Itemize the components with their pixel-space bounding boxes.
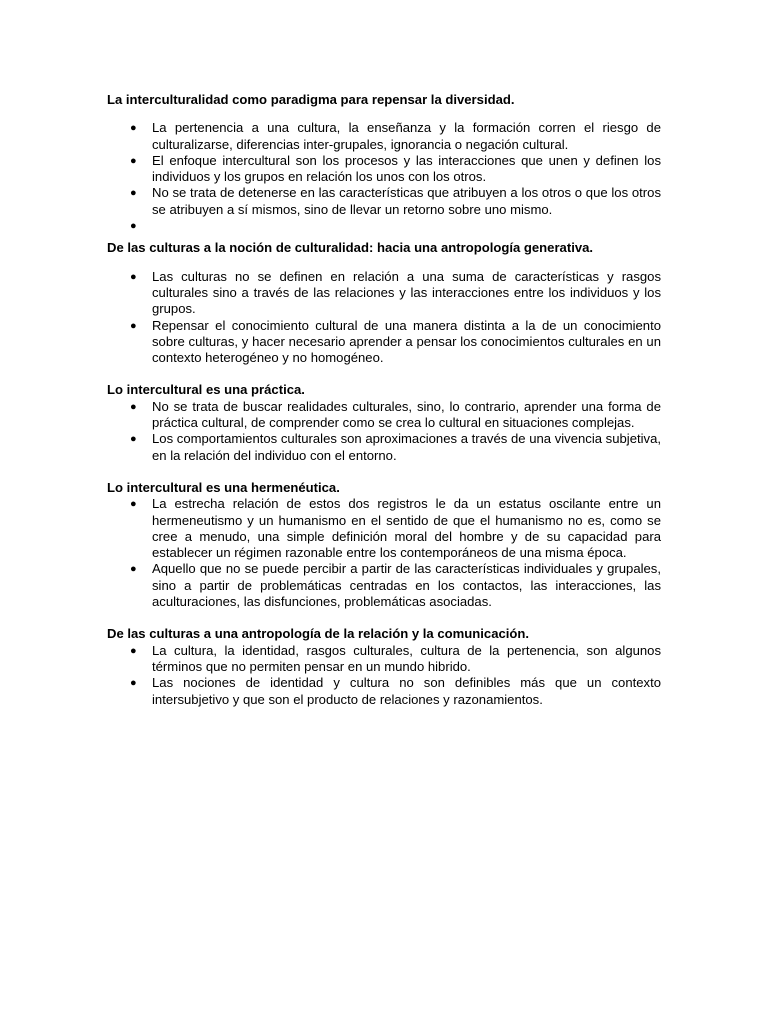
list-item [107, 643, 661, 676]
bullet-icon: ● [130, 319, 137, 332]
list-item [107, 318, 661, 367]
list-item [107, 431, 661, 464]
list-item [107, 496, 661, 561]
list-item-text: El enfoque intercultural son los procesos y las interacciones que unen y definen los individuos y los grupos en relación los unos con los otros. [152, 152, 661, 185]
bullet-list [107, 399, 661, 464]
bullet-icon: ● [130, 220, 137, 233]
list-item-text: La estrecha relación de estos dos registros le da un estatus oscilante entre un hermeneutismo y un humanismo en el sentido de que el humanismo no es, como se cree a menudo, una simple definición moral del hombre y de su capacidad para establecer un régimen razonable entre los contemporáneos de una misma época. [152, 496, 661, 561]
bullet-list [107, 496, 661, 610]
section-interculturalidad-paradigma [107, 92, 661, 234]
bullet-list [107, 269, 661, 367]
list-item [107, 561, 661, 610]
list-item [107, 185, 661, 218]
list-item [107, 153, 661, 186]
bullet-icon: ● [130, 498, 137, 511]
list-item-text: La pertenencia a una cultura, la enseñanza y la formación corren el riesgo de culturalizarse, diferencias inter-grupales, ignorancia o negación cultural. [152, 120, 661, 152]
bullet-list [107, 120, 661, 234]
bullet-icon: ● [130, 154, 137, 167]
document-page [107, 92, 661, 708]
bullet-icon: ● [130, 644, 137, 657]
list-item-text: La cultura, la identidad, rasgos culturales, cultura de la pertenencia, son algunos términos que no permiten pensar en un mundo hibrido. [152, 642, 661, 674]
bullet-list [107, 643, 661, 708]
list-item-text: Repensar el conocimiento cultural de una manera distinta a la de un conocimiento sobre culturas, y hacer necesario aprender a pensar los conocimientos culturales en un contexto heterogéneo y no homogéneo. [152, 317, 661, 366]
section-heading: De las culturas a una antropología de la relación y la comunicación. [107, 626, 530, 642]
section-heading: De las culturas a la noción de culturalidad: hacia una antropología generativa. [107, 240, 594, 256]
bullet-icon: ● [130, 563, 137, 576]
bullet-icon: ● [130, 122, 137, 135]
bullet-icon: ● [130, 677, 137, 690]
list-item [107, 120, 661, 153]
bullet-icon: ● [130, 270, 137, 283]
list-item [107, 269, 661, 318]
section-culturas-culturalidad [107, 240, 661, 366]
list-item [107, 675, 661, 708]
list-item-text: Los comportamientos culturales son aproximaciones a través de una vivencia subjetiva, en la relación del individuo con el entorno. [152, 431, 661, 463]
section-intercultural-hermeneutica [107, 480, 661, 610]
list-item-text: No se trata de buscar realidades culturales, sino, lo contrario, aprender una forma de práctica cultural, de comprender como se crea lo cultural en situaciones complejas. [152, 398, 661, 431]
section-heading: La interculturalidad como paradigma para repensar la diversidad. [107, 92, 515, 107]
list-item-text: Las culturas no se definen en relación a una suma de características y rasgos culturales sino a través de las relaciones y las interacciones entre los individuos y los grupos. [152, 268, 661, 317]
section-antropologia-relacion [107, 626, 661, 707]
list-item-text: Las nociones de identidad y cultura no son definibles más que un contexto intersubjetivo y que son el producto de relaciones y razonamientos. [152, 675, 661, 707]
section-intercultural-practica [107, 382, 661, 463]
list-item-empty [107, 218, 661, 234]
bullet-icon: ● [130, 433, 137, 446]
section-heading: Lo intercultural es una práctica. [107, 382, 305, 398]
bullet-icon: ● [130, 400, 137, 413]
list-item [107, 399, 661, 432]
list-item-text: Aquello que no se puede percibir a partir de las características individuales y grupales, sino a partir de problemáticas centradas en los contactos, las interacciones, las aculturaciones, las disfunciones, problemáticas asociadas. [152, 561, 661, 610]
bullet-icon: ● [130, 187, 137, 200]
list-item-text: No se trata de detenerse en las características que atribuyen a los otros o que los otros se atribuyen a sí mismos, sino de llevar un retorno sobre uno mismo. [152, 185, 661, 217]
section-heading: Lo intercultural es una hermenéutica. [107, 479, 340, 495]
